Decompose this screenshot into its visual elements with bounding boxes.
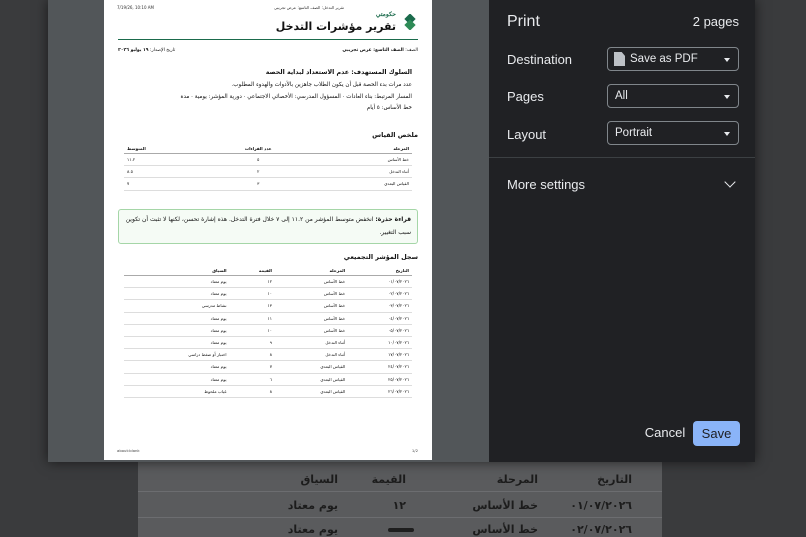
log-header-date: التاريخ [348,266,412,276]
log-cell-phase: القياس البعدي [275,385,348,397]
pages-label: Pages [507,89,544,104]
log-cell-value: ٧ [230,361,275,373]
log-cell-value: ١١ [230,312,275,324]
cautious-reading-note [118,209,418,244]
layout-label: Layout [507,127,547,142]
table-row [124,178,412,190]
pdf-file-icon [614,52,625,66]
bg-cell-phase: خط الأساس [472,523,538,536]
page-footer-number: 1/2 [411,448,418,453]
log-cell-value: ١٠ [230,324,275,336]
log-cell-phase: القياس البعدي [275,361,348,373]
log-cell-date: ٠٤/٠٧/٢٠٢٦ [348,312,412,324]
behavior-title: السلوك المستهدف: عدم الاستعداد لبداية الحصة [265,69,412,76]
table-row [124,385,412,397]
pages-select[interactable] [607,84,739,108]
behavior-description: عدد مرات بدء الحصة قبل أن يكون الطلاب جاهزين بالأدوات والهدوء المطلوب. [231,82,412,88]
more-settings-toggle[interactable]: More settings [507,177,586,192]
table-row [138,494,662,518]
print-dialog [48,0,755,462]
table-row [124,276,412,288]
table-row [124,336,412,348]
table-row [124,361,412,373]
log-table-header [124,266,412,276]
layout-select[interactable] [607,121,739,145]
log-table-body [124,276,412,398]
summary-cell-phase: أثناء التدخل [312,166,412,178]
log-cell-phase: خط الأساس [275,300,348,312]
summary-header-phase: المرحلة [312,144,412,154]
log-cell-context: يوم معتاد [124,373,230,385]
background-scrollbar[interactable] [388,528,414,532]
summary-cell-phase: خط الأساس [312,154,412,166]
table-row [124,154,412,166]
log-cell-context: يوم معتاد [124,288,230,300]
log-cell-context: يوم معتاد [124,324,230,336]
summary-cell-average: ٨.٥ [124,166,205,178]
page-header-title: تقرير التدخل: الصف التاسع: عرض تجريبي [273,5,344,10]
note-text: انخفض متوسط المؤشر من ١١.٢ إلى ٧ خلال فترة التدخل. هذه إشارة تحسن، لكنها لا تثبت أن تكوين سبب التغيير. [125,216,411,236]
log-cell-date: ١٧/٠٧/٢٠٢٦ [348,349,412,361]
destination-label: Destination [507,52,573,67]
log-cell-date: ٢٥/٠٧/٢٠٢٦ [348,373,412,385]
summary-cell-count: ٢ [205,166,312,178]
date-label: تاريخ الإصدار: [149,48,176,53]
layout-value: Portrait [615,127,653,139]
log-header-value: القيمة [230,266,275,276]
log-cell-context: يوم معتاد [124,336,230,348]
log-cell-phase: خط الأساس [275,288,348,300]
table-row [124,349,412,361]
bg-cell-context: يوم معتاد [287,499,338,512]
log-cell-value: ٨ [230,349,275,361]
table-row [124,312,412,324]
log-cell-context: نشاط مدرسي [124,300,230,312]
summary-title: ملخص القياس [372,131,418,139]
destination-value: Save as PDF [630,53,698,65]
date-value: ١٩ يوليو ٢٠٢٦ [118,48,149,53]
pages-value: All [615,90,628,102]
table-row [124,288,412,300]
settings-divider [489,157,755,158]
logo-text: حكومتي [375,11,396,18]
log-cell-context: يوم معتاد [124,361,230,373]
chevron-down-icon[interactable] [724,176,735,187]
log-cell-value: ١٠ [230,288,275,300]
log-cell-date: ٠٥/٠٧/٢٠٢٦ [348,324,412,336]
summary-cell-average: ٧ [124,178,205,190]
bg-cell-phase: خط الأساس [472,499,538,512]
log-cell-context: يوم معتاد [124,312,230,324]
chevron-down-icon [724,132,730,136]
bg-header-date: التاريخ [597,473,632,486]
summary-table-header [124,144,412,154]
log-cell-value: ١٣ [230,300,275,312]
bg-header-value: القيمة [371,473,406,486]
log-header-context: السياق [124,266,230,276]
print-title: Print [507,13,540,30]
log-cell-date: ٠٢/٠٧/٢٠٢٦ [348,288,412,300]
summary-cell-phase: القياس البعدي [312,178,412,190]
logo-icon [402,14,418,30]
log-cell-phase: أثناء التدخل [275,349,348,361]
title-divider [118,39,418,40]
log-cell-context: اختبار أو ضغط دراسي [124,349,230,361]
log-cell-value: ١٢ [230,276,275,288]
class-label: الصف: [405,48,418,53]
print-preview[interactable] [48,0,489,462]
bg-cell-context: يوم معتاد [287,523,338,536]
bg-header-context: السياق [300,473,338,486]
behavior-baseline: خط الأساس: ٥ أيام [366,105,412,111]
background-table-header [138,468,662,492]
date-meta [118,48,175,53]
table-row [124,300,412,312]
log-cell-date: ٠١/٠٧/٢٠٢٦ [348,276,412,288]
print-settings-panel [489,0,755,462]
bg-cell-date: ٠٢/٠٧/٢٠٢٦ [570,523,632,536]
summary-header-count: عدد القراءات [205,144,312,154]
table-row [124,324,412,336]
summary-cell-average: ١١.٢ [124,154,205,166]
log-cell-phase: أثناء التدخل [275,336,348,348]
chevron-down-icon [724,95,730,99]
destination-select[interactable] [607,47,739,71]
log-cell-phase: خط الأساس [275,276,348,288]
log-cell-phase: خط الأساس [275,324,348,336]
bg-cell-value: ١٢ [392,499,406,512]
behavior-details: المسار المرتبط: بناء العادات · المسؤول المدرسي: الأخصائي الاجتماعي · دورية المؤشر: يومية · مدة [180,94,412,100]
log-cell-date: ١٠/٠٧/٢٠٢٦ [348,336,412,348]
class-value: الصف التاسع: عرض تجريبي [342,48,404,53]
table-row [124,373,412,385]
log-table [124,266,412,398]
page-title: تقرير مؤشرات التدخل [275,20,396,33]
class-meta [342,48,418,53]
log-cell-date: ٠٣/٠٧/٢٠٢٦ [348,300,412,312]
log-cell-date: ٢٤/٠٧/٢٠٢٦ [348,361,412,373]
log-cell-context: غياب ملحوظ [124,385,230,397]
bg-header-phase: المرحلة [496,473,538,486]
log-cell-phase: القياس البعدي [275,373,348,385]
log-title: سجل المؤشر التجميعي [343,253,418,261]
note-label: قراءة حذرة: [375,216,411,223]
log-header-phase: المرحلة [275,266,348,276]
bg-cell-date: ٠١/٠٧/٢٠٢٦ [570,499,632,512]
page-footer-url: about:blank [117,448,140,453]
cancel-button[interactable]: Cancel [644,425,686,440]
log-cell-context: يوم معتاد [124,276,230,288]
log-cell-date: ٢٦/٠٧/٢٠٢٦ [348,385,412,397]
preview-page [104,0,432,460]
page-header-datetime: 7/19/26, 10:10 AM [117,5,154,10]
summary-cell-count: ٥ [205,154,312,166]
page-count: 2 pages [692,14,739,29]
log-cell-value: ٨ [230,385,275,397]
save-button[interactable]: Save [693,421,740,446]
summary-table [124,144,412,191]
chevron-down-icon [724,58,730,62]
summary-header-average: المتوسط [124,144,205,154]
log-cell-value: ٦ [230,373,275,385]
log-cell-phase: خط الأساس [275,312,348,324]
summary-cell-count: ٣ [205,178,312,190]
log-cell-value: ٩ [230,336,275,348]
table-row [124,166,412,178]
